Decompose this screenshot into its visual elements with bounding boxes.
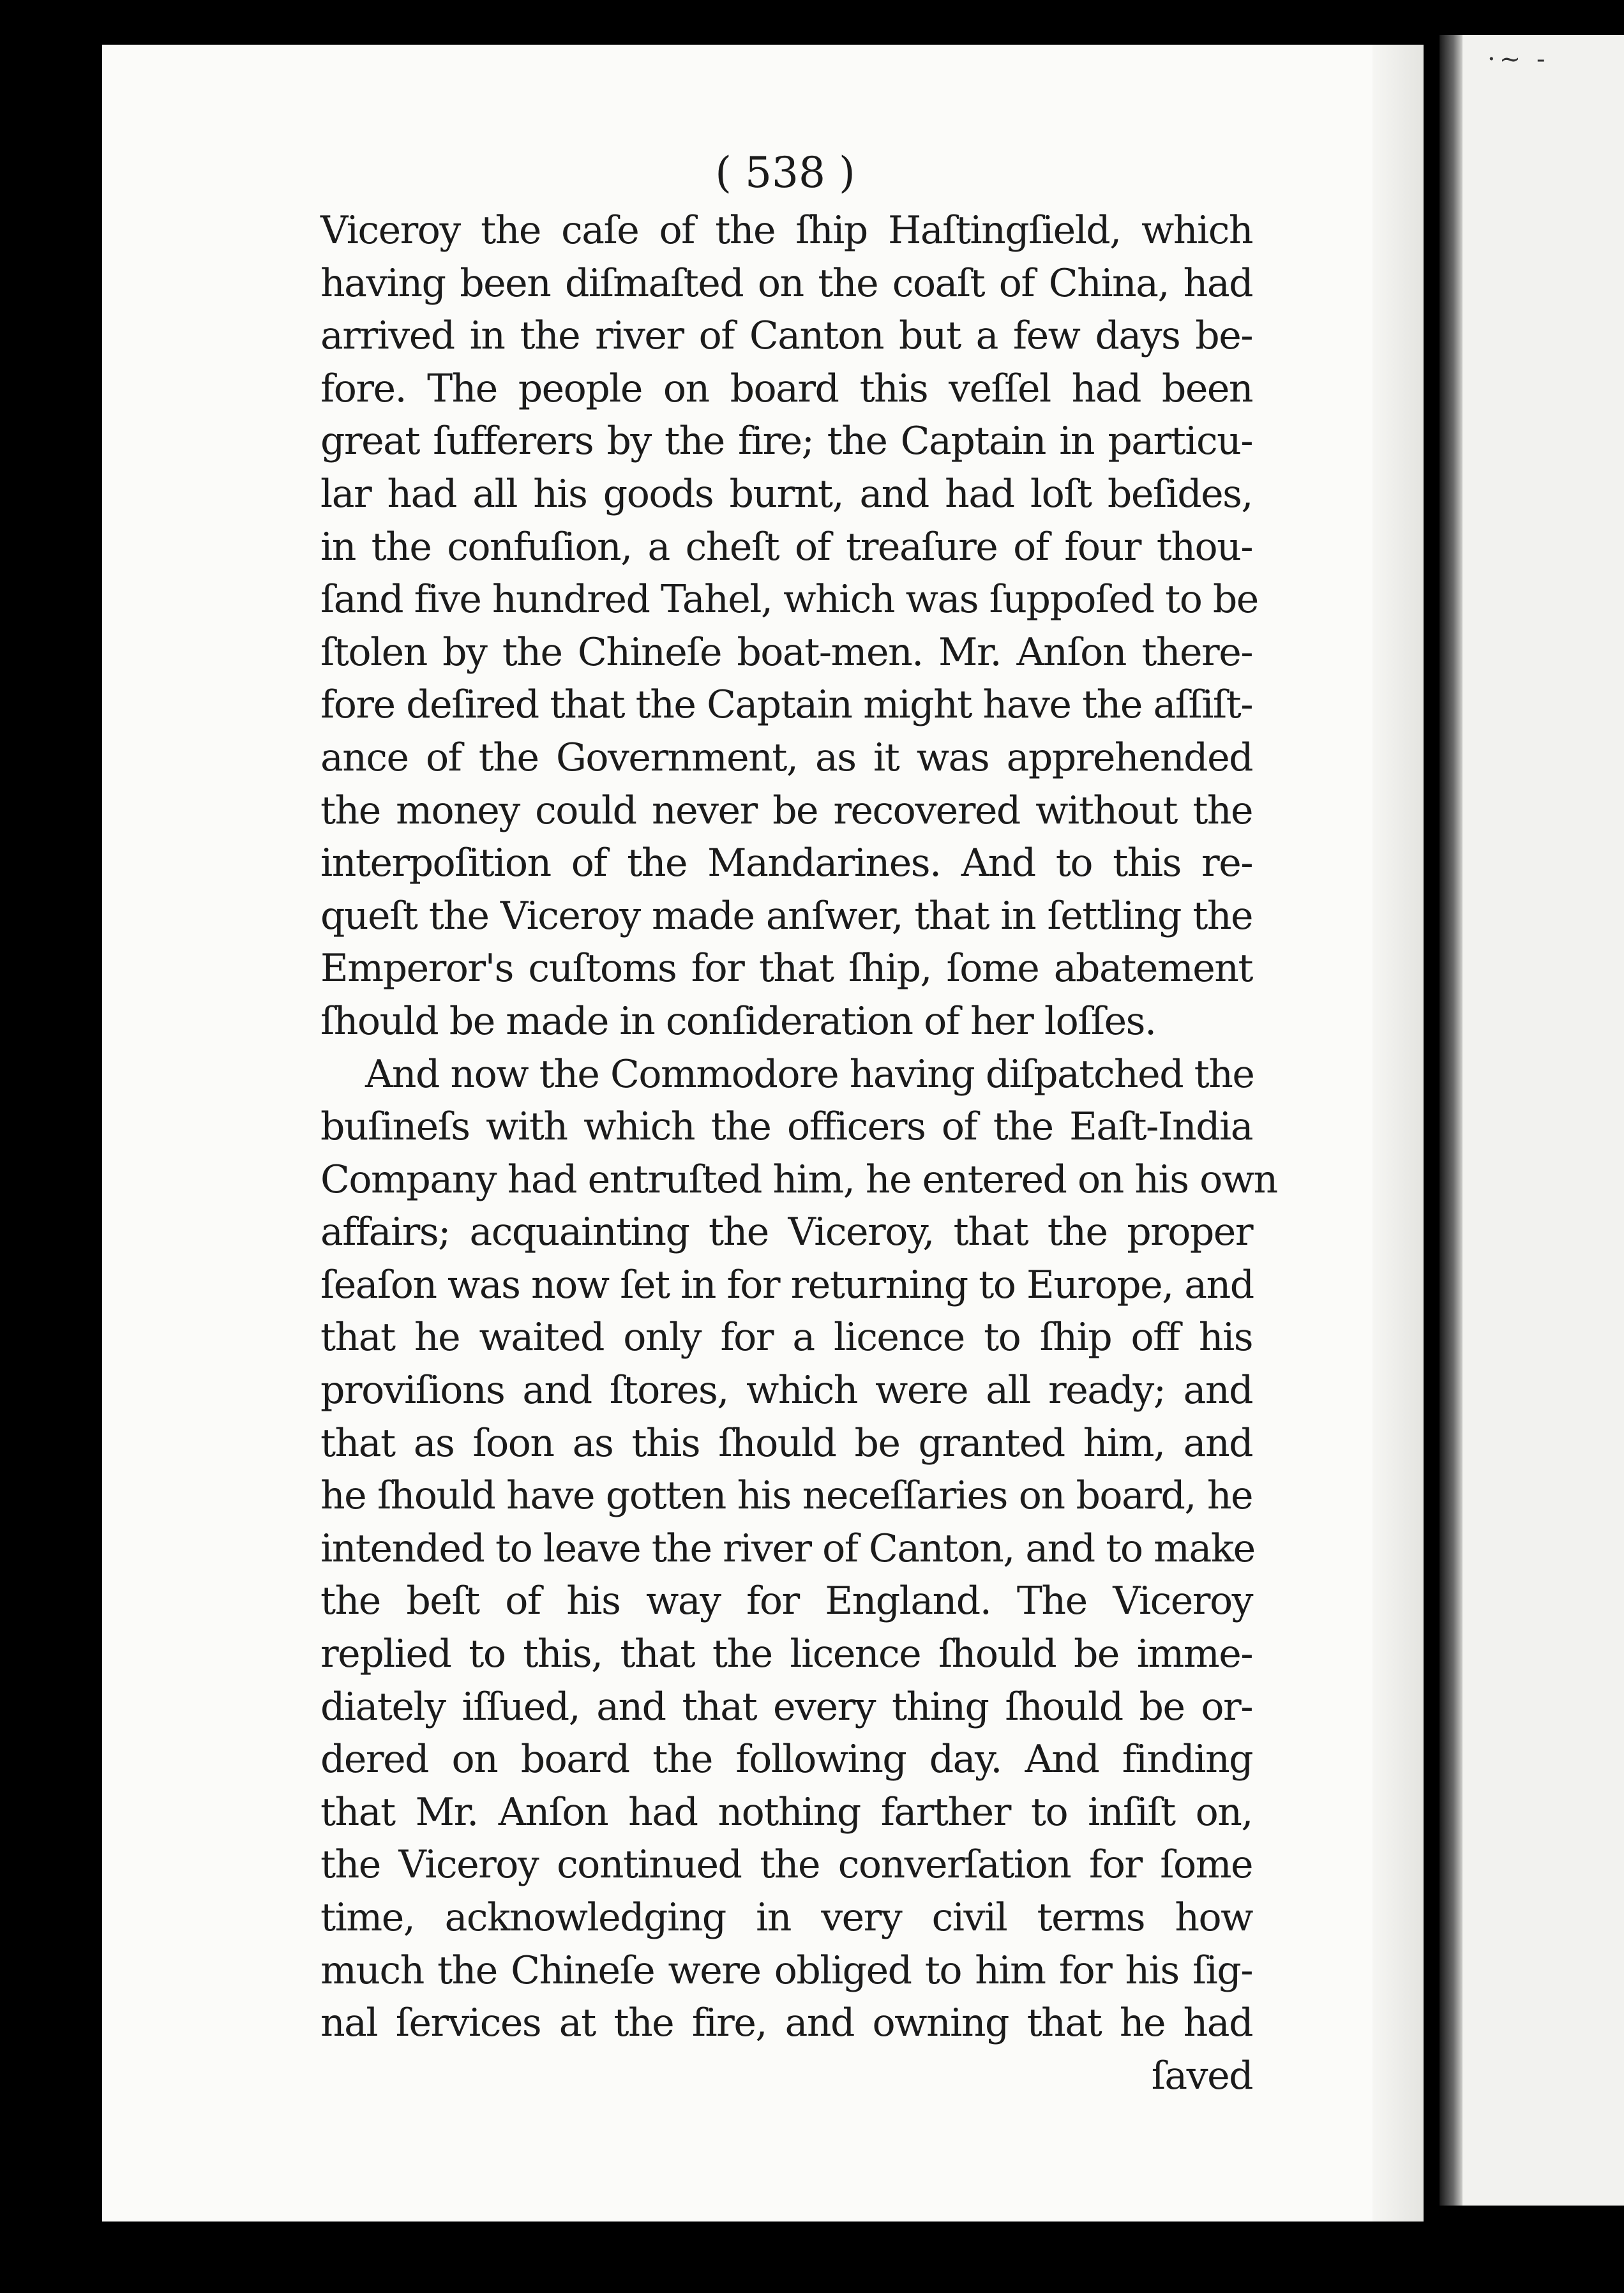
- text-line: ſtolen by the Chineſe boat-men. Mr. Anſon there-: [320, 629, 1252, 675]
- text-line: time, acknowledging in very civil terms how: [320, 1895, 1252, 1940]
- text-line: diately iſſued, and that every thing ſhould be or-: [320, 1684, 1252, 1729]
- text-line: that he waited only for a licence to ſhip off his: [320, 1315, 1252, 1360]
- page-edge: [1372, 45, 1424, 2222]
- page-number-header: ( 538 ): [715, 148, 855, 197]
- text-line: the beſt of his way for England. The Viceroy: [320, 1579, 1252, 1624]
- text-line: nal ſervices at the fire, and owning that he had: [320, 2001, 1252, 2046]
- text-line: fore. The people on board this veſſel had been: [320, 366, 1252, 411]
- text-line: intended to leave the river of Canton, and to make: [320, 1526, 1255, 1571]
- text-line: Company had entruſted him, he entered on his own: [320, 1157, 1277, 1202]
- facing-page-gutter: [1440, 35, 1462, 2206]
- text-line: great ſufferers by the fire; the Captain in particu-: [320, 419, 1252, 464]
- text-line: having been diſmaſted on the coaſt of China, had: [320, 260, 1252, 306]
- text-line: ſhould be made in conſideration of her loſſes.: [320, 998, 1156, 1044]
- text-line: arrived in the river of Canton but a few days be-: [320, 313, 1252, 359]
- text-line: queſt the Viceroy made anſwer, that in ſettling the: [320, 893, 1252, 938]
- text-line: interpoſition of the Mandarines. And to this re-: [320, 841, 1252, 886]
- body-text: [320, 204, 1277, 2102]
- text-line: replied to this, that the licence ſhould be imme-: [320, 1632, 1252, 1677]
- text-line: ſeaſon was now ſet in for returning to Europe, and: [320, 1262, 1254, 1307]
- text-line: ance of the Government, as it was apprehended: [320, 735, 1252, 780]
- facing-page-marks: ·~ -: [1487, 45, 1549, 74]
- text-line: fore deſired that the Captain might have the aſſiſt-: [320, 682, 1252, 728]
- text-line: dered on board the following day. And finding: [320, 1737, 1252, 1782]
- text-line: Viceroy the caſe of the ſhip Haſtingſield, which: [320, 208, 1252, 253]
- text-line: much the Chineſe were obliged to him for his ſig-: [320, 1948, 1252, 1993]
- text-line: that Mr. Anſon had nothing farther to inſiſt on,: [320, 1789, 1252, 1835]
- text-line: ſand five hundred Tahel, which was ſuppoſed to be: [320, 577, 1258, 622]
- text-line: he ſhould have gotten his neceſſaries on board, he: [320, 1473, 1252, 1519]
- text-line: And now the Commodore having diſpatched the: [365, 1051, 1254, 1097]
- text-line: lar had all his goods burnt, and had loſt beſides,: [320, 471, 1252, 516]
- catchword: ſaved: [1151, 2053, 1252, 2098]
- text-line: the Viceroy continued the converſation for ſome: [320, 1842, 1252, 1888]
- text-line: Emperor's cuſtoms for that ſhip, ſome abatement: [320, 946, 1252, 991]
- facing-page: [1440, 35, 1624, 2206]
- text-line: in the confuſion, a cheſt of treaſure of four thou-: [320, 524, 1252, 569]
- text-line: buſineſs with which the officers of the Eaſt-India: [320, 1104, 1252, 1150]
- text-line: that as ſoon as this ſhould be granted him, and: [320, 1420, 1252, 1466]
- text-line: affairs; acquainting the Viceroy, that the proper: [320, 1210, 1252, 1255]
- text-line: the money could never be recovered without the: [320, 788, 1252, 833]
- text-line: proviſions and ſtores, which were all ready; and: [320, 1368, 1252, 1413]
